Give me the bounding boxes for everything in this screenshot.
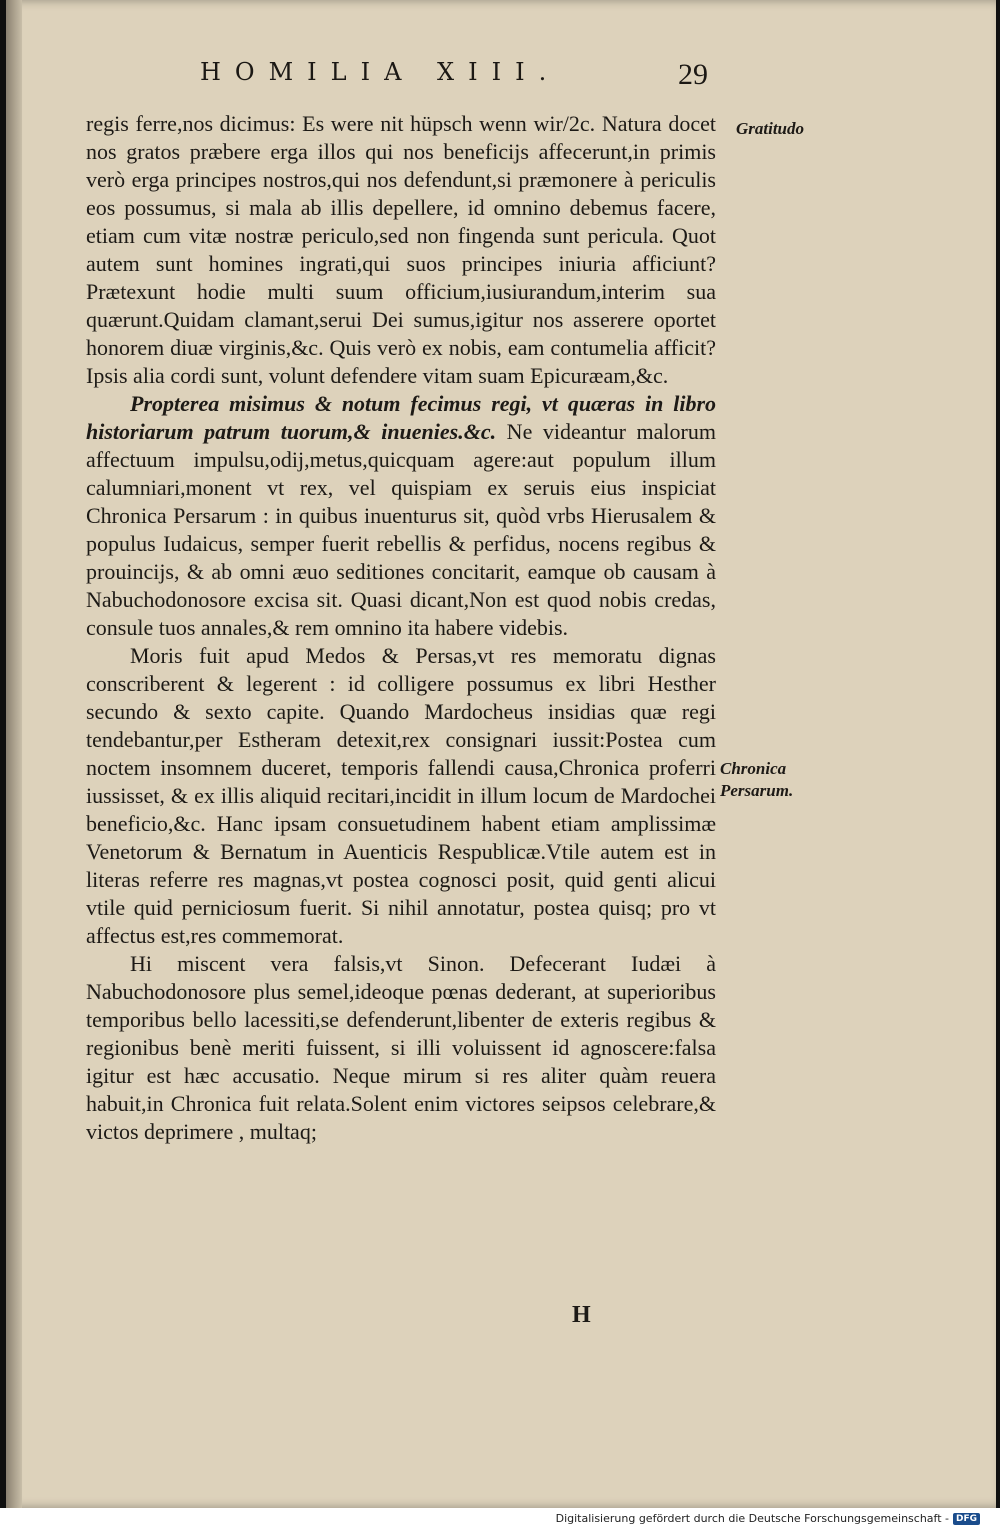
paragraph-4: Hi miscent vera falsis,vt Sinon. Defecerant Iudæi à Nabuchodonosore plus semel,ideoque pœnas dederant, at superioribus temporibus bello lacessiti,se defenderunt,libenter de exteris regibus & regionibus benè meriti fuissent, si illi voluissent id agnoscere:falsa igitur est hæc accusatio. Neque mirum si res aliter quàm reuera habuit,in Chronica fuit relata.Solent enim victores seipsos celebrare,& victos deprimere , multaq;	[86, 951, 716, 1144]
margin-note-chronica	[720, 758, 793, 802]
page-gutter	[6, 0, 22, 1508]
paragraph-3: Moris fuit apud Medos & Persas,vt res memoratu dignas conscriberent & legerent : id colligere possumus ex libri Hesther secundo & sexto capite. Quando Mardocheus insidias quæ regi tendebantur,per Estheram detexit,rex consignari iussit:Postea cum noctem insomnem duceret, temporis fallendi causa,Chronica proferri iussisset, & ex illis aliquid recitari,incidit in illum locum de Mardochei beneficio,&c. Hanc ipsam consuetudinem habent etiam amplissimæ Venetorum & Bernatum in Auenticis Respublicæ.Vtile autem est in literas referre res magnas,vt postea cognosci posit, quid genti alicui vtile quid perniciosum fuerit. Si nihil annotatur, postea quisq; pro vt affectus est,res commemorat.	[86, 643, 716, 948]
paragraph-2	[86, 390, 716, 642]
signature-mark: H	[572, 1302, 591, 1328]
running-head: HOMILIA XIII.	[200, 58, 561, 86]
dfg-logo: DFG	[953, 1513, 980, 1525]
margin-note-chronica-line1: Chronica	[720, 759, 787, 778]
main-text	[86, 110, 716, 1146]
scripture-quote: Propterea misimus & notum fecimus regi, vt quæras in libro historiarum patrum tuorum,& inuenies.&c.	[86, 391, 716, 444]
footer-credit	[556, 1512, 980, 1525]
footer-text: Digitalisierung gefördert durch die Deutsche Forschungsgemeinschaft -	[555, 1512, 949, 1525]
paragraph-2-text: Ne videantur malorum affectuum impulsu,odij,metus,quicquam agere:aut populum illum calumniari,monent vt rex, vel quispiam ex seruis eius inspiciat Chronica Persarum : in quibus inuenturus sit, quòd vrbs Hierusalem & populus Iudaicus, semper fuerit rebellis & perfidus, nocens regibus & prouincijs, & ab omni æuo seditiones concitarit, eamque ob causam à Nabuchodonosore excisa sit. Quasi dicant,Non est quod nobis credas, consule tuos annales,& rem omnino ita habere videbis.	[86, 419, 716, 640]
margin-note-chronica-line2: Persarum.	[720, 781, 794, 800]
paragraph-1: regis ferre,nos dicimus: Es were nit hüpsch wenn wir/2c. Natura docet nos gratos præbere erga illos qui nos beneficijs affecerunt,in primis verò erga principes nostros,qui nos defendunt,si præmonere à periculis eos possumus, si mala ab illis depellere, id omnino debemus facere, etiam cum vitæ nostræ periculo,sed non fingenda sunt pericula. Quot autem sunt homines ingrati,qui suos principes iniuria afficiunt?Prætexunt hodie multi suum officium,iusiurandum,interim sua quærunt.Quidam clamant,serui Dei sumus,igitur nos asserere oportet honorem diuæ virginis,&c. Quis verò ex nobis, eam contumelia afficit?Ipsis alia cordi sunt, volunt defendere vitam suam Epicuræam,&c.	[86, 111, 716, 388]
page-number: 29	[678, 58, 708, 91]
margin-note-gratitudo: Gratitudo	[736, 119, 805, 138]
